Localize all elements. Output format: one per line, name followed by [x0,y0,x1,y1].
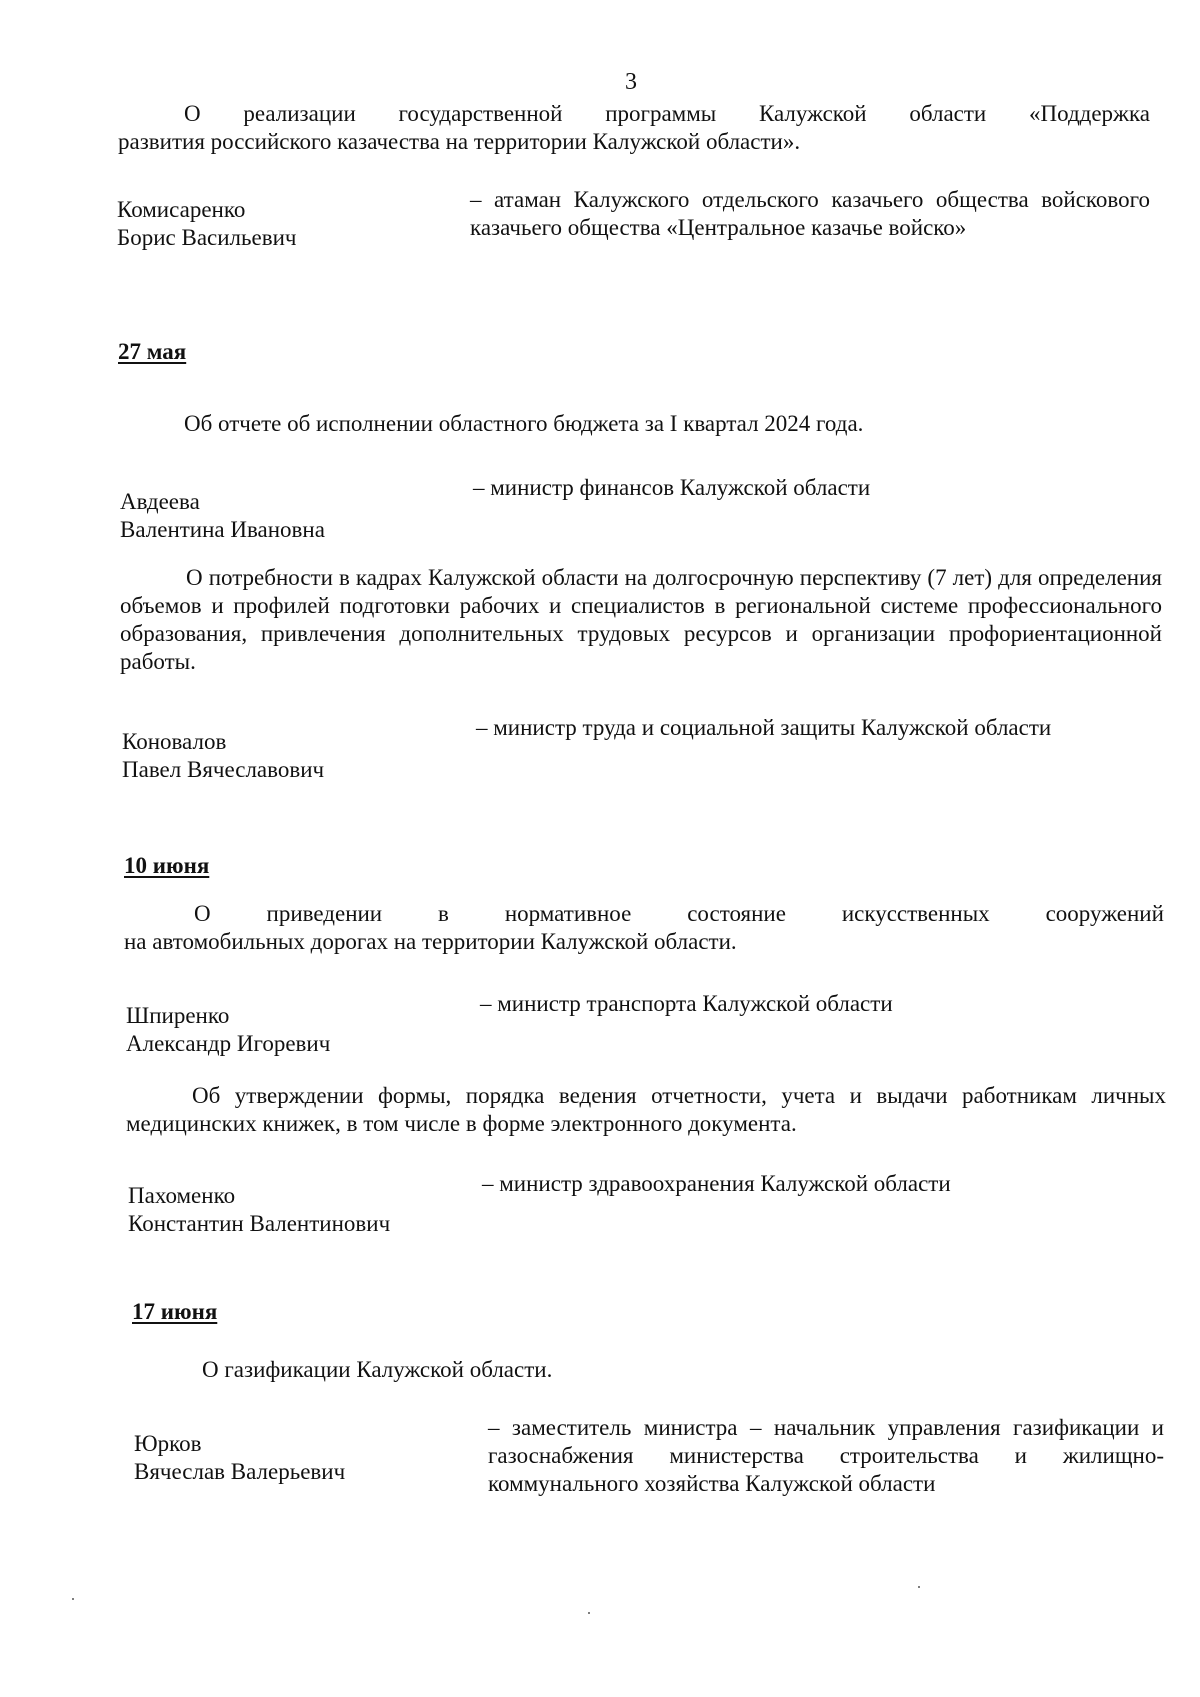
date-heading: 10 июня [124,853,210,878]
speaker-role: – министр транспорта Калужской области [480,991,893,1016]
agenda-topic: О потребности в кадрах Калужской области на долгосрочную перспективу (7 лет) для определения объемов и профилей подготовки рабочих и специалистов в региональной системе профессионального образования, привлечения дополнительных трудовых ресурсов и организации профориентационной работы. [120,565,1162,674]
speaker-surname: Юрков [134,1431,202,1456]
speaker-surname: Пахоменко [128,1183,236,1208]
agenda-topic [124,900,1164,956]
agenda-topic: Об утверждении формы, порядка ведения отчетности, учета и выдачи работникам личных медицинских книжек, в том числе в форме электронного документа. [126,1083,1166,1136]
speaker-name [117,196,437,252]
intro-topic-line2: развития российского казачества на территории Калужской области». [118,129,801,154]
speaker-name [126,1002,446,1058]
speaker-given-names: Вячеслав Валерьевич [134,1459,346,1484]
speaker-given-names: Павел Вячеславович [122,757,325,782]
speaker-given-names: Александр Игоревич [126,1031,331,1056]
speaker-name [122,728,442,784]
scan-speck [588,1612,590,1614]
page-number: 3 [625,69,637,95]
agenda-topic-line2: на автомобильных дорогах на территории Калужской области. [124,929,737,954]
scan-speck [72,1598,74,1600]
speaker-surname: Шпиренко [126,1003,230,1028]
speaker-given-names: Константин Валентинович [128,1211,391,1236]
speaker-role: – министр труда и социальной защиты Калужской области [476,715,1052,740]
speaker-given-names: Борис Васильевич [117,225,297,250]
intro-topic-line1: О реализации государственной программы Калужской области «Поддержка [184,101,1150,126]
speaker-surname: Коновалов [122,729,227,754]
scan-speck [918,1586,920,1588]
intro-topic [118,100,1150,156]
date-heading: 17 июня [132,1299,218,1324]
date-heading: 27 мая [118,339,187,364]
speaker-given-names: Валентина Ивановна [120,517,325,542]
speaker-role: – заместитель министра – начальник управления газификации и газоснабжения министерства строительства и жилищно-коммунального хозяйства Калужской области [488,1415,1164,1496]
speaker-role: – министр здравоохранения Калужской области [482,1171,951,1196]
agenda-topic: Об отчете об исполнении областного бюджета за I квартал 2024 года. [184,411,864,436]
agenda-topic: О газификации Калужской области. [202,1357,553,1382]
speaker-name [120,488,440,544]
speaker-surname: Авдеева [120,489,200,514]
speaker-role: – атаман Калужского отдельского казачьего общества войскового казачьего общества «Центральное казачье войско» [470,187,1150,240]
speaker-name [134,1430,454,1486]
agenda-topic-line1: О приведении в нормативное состояние искусственных сооружений [194,901,1164,926]
speaker-name [128,1182,448,1238]
speaker-surname: Комисаренко [117,197,246,222]
speaker-role: – министр финансов Калужской области [473,475,871,500]
